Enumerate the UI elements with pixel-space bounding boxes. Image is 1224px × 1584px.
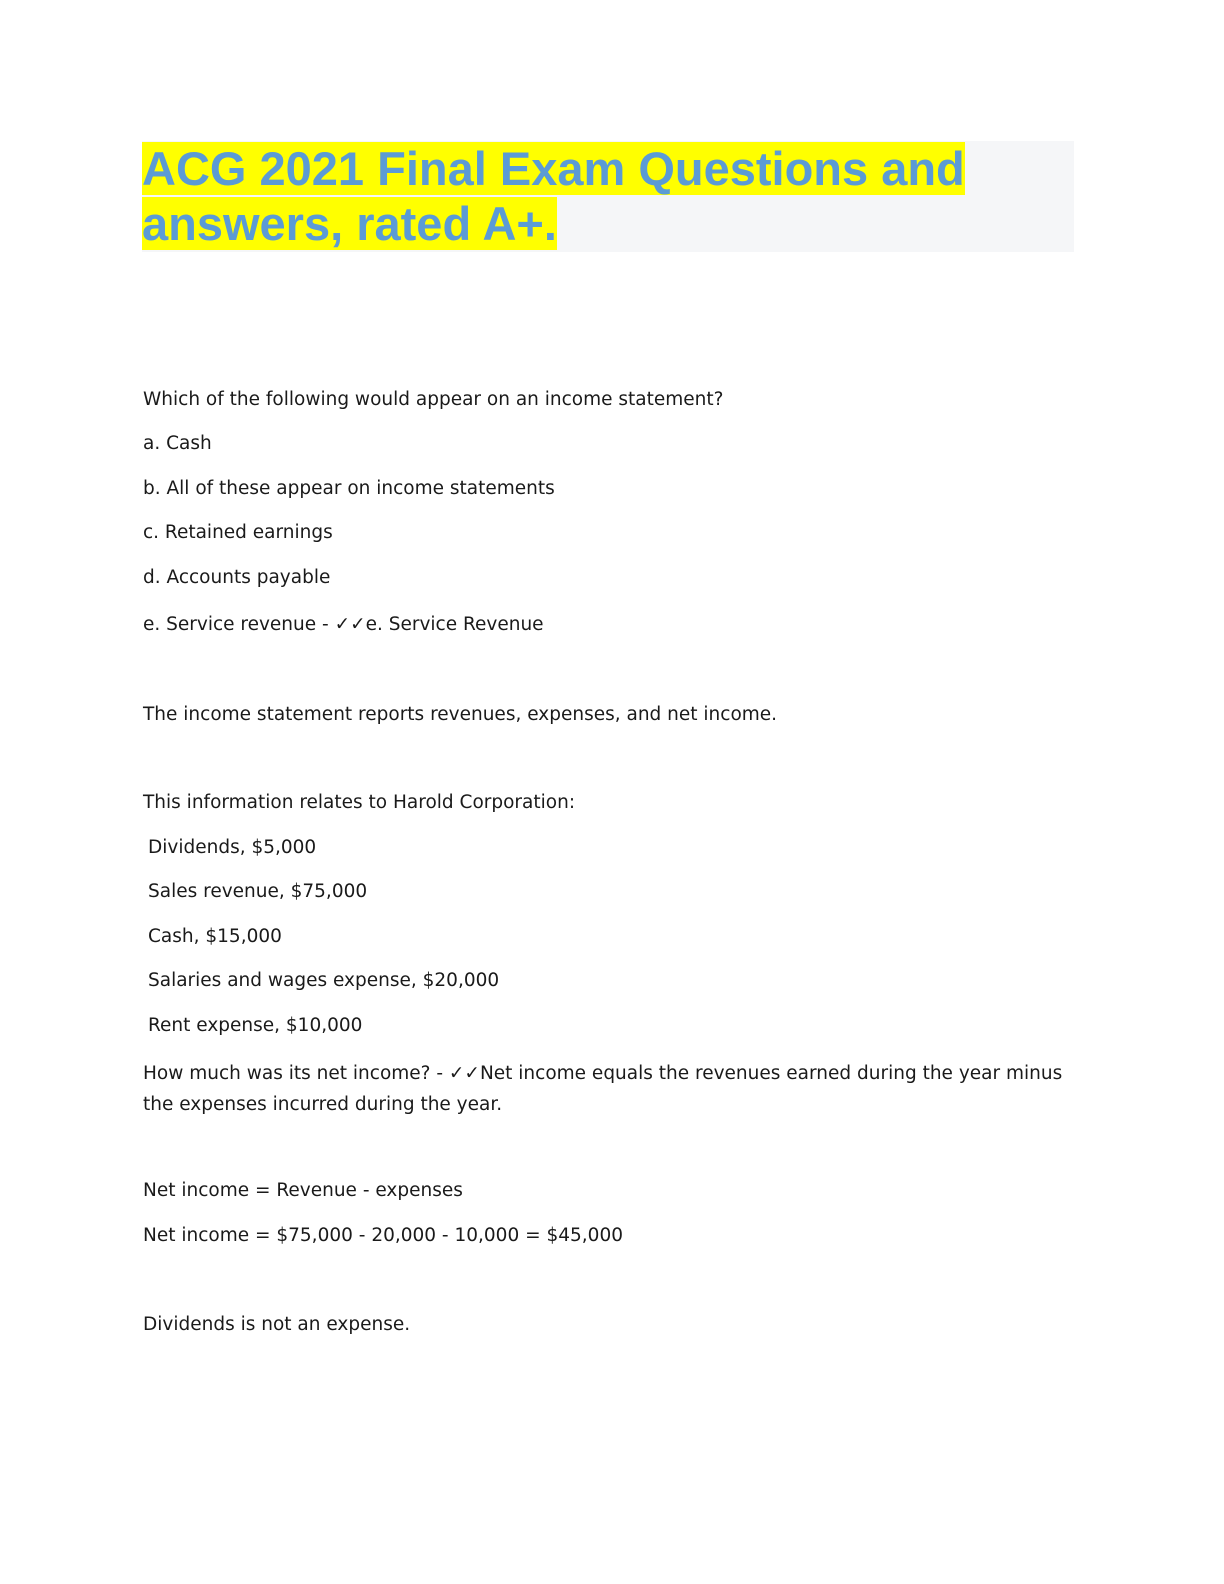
option-c: c. Retained earnings: [143, 522, 333, 543]
data-item-sales-revenue: Sales revenue, $75,000: [148, 881, 368, 902]
question-2-answer: Net income equals the revenues earned during the year minus the expenses incurred during the year.: [143, 1063, 1063, 1115]
data-item-dividends: Dividends, $5,000: [148, 837, 317, 858]
title-line-1: ACG 2021 Final Exam Questions and: [142, 142, 965, 195]
question-2-text: How much was its net income? -: [143, 1063, 449, 1084]
question-2-intro: This information relates to Harold Corporation:: [143, 792, 576, 813]
document-title: [142, 141, 1042, 251]
net-income-calculation: Net income = $75,000 - 20,000 - 10,000 = $45,000: [143, 1225, 623, 1246]
check-icon: ✓✓: [448, 1063, 480, 1084]
net-income-formula: Net income = Revenue - expenses: [143, 1180, 463, 1201]
data-item-cash: Cash, $15,000: [148, 926, 282, 947]
option-e: e. Service revenue -: [143, 614, 335, 635]
data-item-salaries: Salaries and wages expense, $20,000: [148, 970, 500, 991]
check-icon: ✓✓: [334, 614, 366, 635]
option-e-with-answer: [143, 611, 544, 639]
question-1-text: Which of the following would appear on an income statement?: [143, 389, 724, 410]
question-1-explanation: The income statement reports revenues, expenses, and net income.: [143, 704, 778, 725]
question-2-with-answer: [143, 1058, 1083, 1120]
title-line-2: answers, rated A+.: [142, 197, 557, 250]
option-d: d. Accounts payable: [143, 567, 331, 588]
data-item-rent: Rent expense, $10,000: [148, 1015, 363, 1036]
question-1-answer: e. Service Revenue: [365, 614, 544, 635]
dividends-note: Dividends is not an expense.: [143, 1314, 411, 1335]
option-b: b. All of these appear on income statements: [143, 478, 555, 499]
option-a: a. Cash: [143, 433, 212, 454]
